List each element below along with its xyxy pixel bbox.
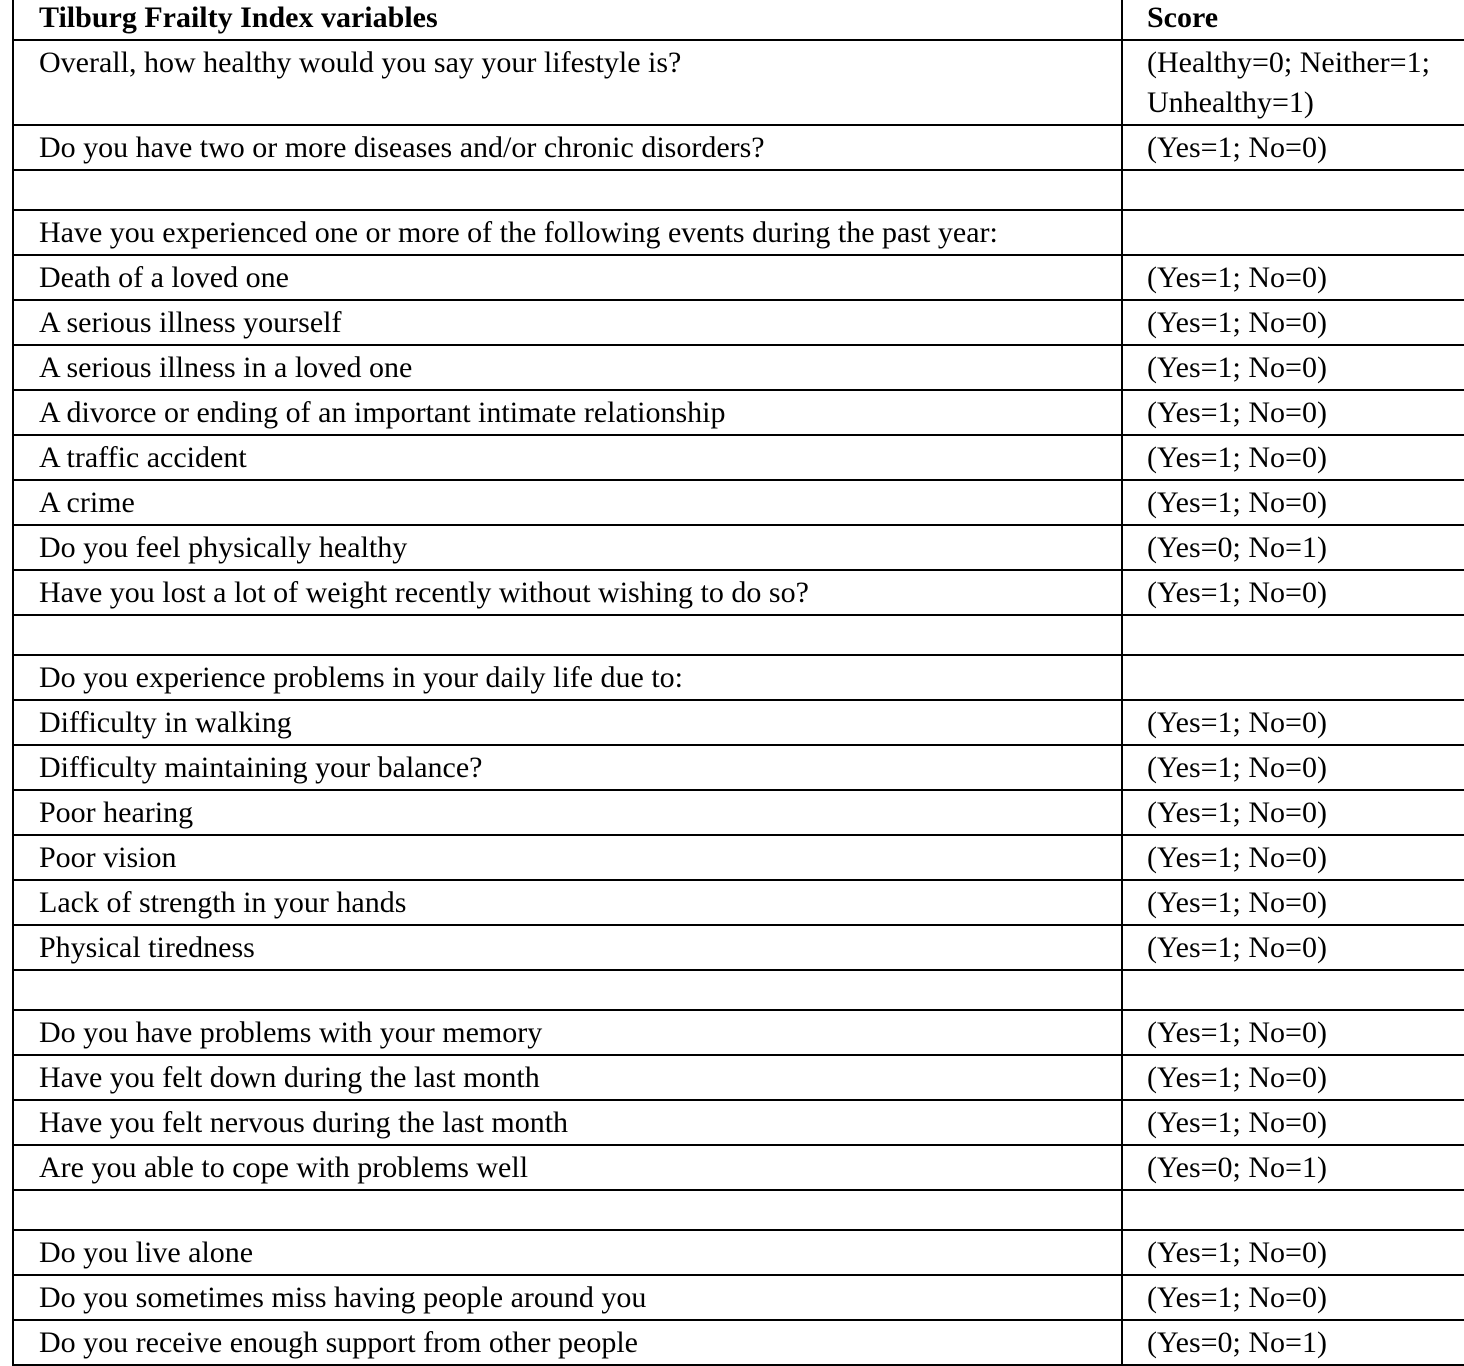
score-cell (1122, 615, 1464, 655)
table-row (13, 880, 1464, 925)
variable-cell: Do you have two or more diseases and/or chronic disorders? (13, 125, 1122, 170)
score-cell (1122, 655, 1464, 700)
table-row (13, 525, 1464, 570)
score-cell: (Yes=1; No=0) (1122, 390, 1464, 435)
score-cell: (Yes=0; No=1) (1122, 1145, 1464, 1190)
variable-cell: A serious illness in a loved one (13, 345, 1122, 390)
score-cell: (Yes=1; No=0) (1122, 745, 1464, 790)
score-cell: (Yes=1; No=0) (1122, 435, 1464, 480)
variable-cell (13, 1190, 1122, 1230)
variable-cell: Physical tiredness (13, 925, 1122, 970)
column-header-variable: Tilburg Frailty Index variables (13, 0, 1122, 40)
table-row (13, 1320, 1464, 1365)
table-row (13, 345, 1464, 390)
score-cell: (Yes=1; No=0) (1122, 345, 1464, 390)
variable-cell: Difficulty maintaining your balance? (13, 745, 1122, 790)
score-cell: (Yes=1; No=0) (1122, 880, 1464, 925)
table-row (13, 790, 1464, 835)
table-row (13, 1055, 1464, 1100)
table-row (13, 480, 1464, 525)
table-row (13, 925, 1464, 970)
score-cell: (Yes=1; No=0) (1122, 1055, 1464, 1100)
score-cell: (Yes=1; No=0) (1122, 570, 1464, 615)
table-spacer-row (13, 615, 1464, 655)
table-row (13, 1230, 1464, 1275)
variable-cell: A crime (13, 480, 1122, 525)
tilburg-frailty-index-table (12, 0, 1464, 1366)
table-section-row (13, 655, 1464, 700)
variable-cell: Poor hearing (13, 790, 1122, 835)
table-spacer-row (13, 970, 1464, 1010)
variable-cell: Poor vision (13, 835, 1122, 880)
score-cell: (Yes=1; No=0) (1122, 700, 1464, 745)
table-header-row (13, 0, 1464, 40)
table-row (13, 1010, 1464, 1055)
table-row (13, 570, 1464, 615)
table-header (13, 0, 1464, 40)
table-row (13, 125, 1464, 170)
variable-cell: A traffic accident (13, 435, 1122, 480)
variable-cell: Difficulty in walking (13, 700, 1122, 745)
table-row (13, 300, 1464, 345)
table-row (13, 40, 1464, 125)
score-cell: (Yes=1; No=0) (1122, 1100, 1464, 1145)
variable-cell (13, 970, 1122, 1010)
score-cell (1122, 1190, 1464, 1230)
variable-cell (13, 615, 1122, 655)
variable-cell: A serious illness yourself (13, 300, 1122, 345)
section-label: Do you experience problems in your daily life due to: (13, 655, 1122, 700)
variable-cell: Lack of strength in your hands (13, 880, 1122, 925)
variable-cell: Have you felt nervous during the last month (13, 1100, 1122, 1145)
variable-cell: Do you feel physically healthy (13, 525, 1122, 570)
variable-cell: Do you sometimes miss having people around you (13, 1275, 1122, 1320)
variable-cell: Death of a loved one (13, 255, 1122, 300)
variable-cell: Do you have problems with your memory (13, 1010, 1122, 1055)
score-cell: (Yes=1; No=0) (1122, 1275, 1464, 1320)
table-row (13, 1100, 1464, 1145)
score-cell (1122, 210, 1464, 255)
score-cell: (Yes=1; No=0) (1122, 255, 1464, 300)
table-section-row (13, 210, 1464, 255)
variable-cell: Do you live alone (13, 1230, 1122, 1275)
score-cell: (Yes=0; No=1) (1122, 1320, 1464, 1365)
variable-cell (13, 170, 1122, 210)
table-row (13, 1275, 1464, 1320)
score-cell: (Healthy=0; Neither=1; Unhealthy=1) (1122, 40, 1464, 125)
table-body (13, 40, 1464, 1365)
score-cell: (Yes=1; No=0) (1122, 1010, 1464, 1055)
score-cell: (Yes=1; No=0) (1122, 835, 1464, 880)
score-cell: (Yes=1; No=0) (1122, 480, 1464, 525)
variable-cell: Are you able to cope with problems well (13, 1145, 1122, 1190)
table-row (13, 390, 1464, 435)
score-cell: (Yes=0; No=1) (1122, 525, 1464, 570)
table-row (13, 700, 1464, 745)
score-cell: (Yes=1; No=0) (1122, 790, 1464, 835)
section-label: Have you experienced one or more of the following events during the past year: (13, 210, 1122, 255)
variable-cell: Overall, how healthy would you say your lifestyle is? (13, 40, 1122, 125)
score-cell (1122, 170, 1464, 210)
table-row (13, 255, 1464, 300)
table-row (13, 1145, 1464, 1190)
table-spacer-row (13, 1190, 1464, 1230)
variable-cell: A divorce or ending of an important intimate relationship (13, 390, 1122, 435)
column-header-score: Score (1122, 0, 1464, 40)
score-cell: (Yes=1; No=0) (1122, 300, 1464, 345)
score-cell (1122, 970, 1464, 1010)
table-row (13, 435, 1464, 480)
variable-cell: Have you felt down during the last month (13, 1055, 1122, 1100)
score-cell: (Yes=1; No=0) (1122, 1230, 1464, 1275)
variable-cell: Have you lost a lot of weight recently without wishing to do so? (13, 570, 1122, 615)
table-row (13, 745, 1464, 790)
variable-cell: Do you receive enough support from other people (13, 1320, 1122, 1365)
score-cell: (Yes=1; No=0) (1122, 125, 1464, 170)
table-spacer-row (13, 170, 1464, 210)
table-row (13, 835, 1464, 880)
score-cell: (Yes=1; No=0) (1122, 925, 1464, 970)
